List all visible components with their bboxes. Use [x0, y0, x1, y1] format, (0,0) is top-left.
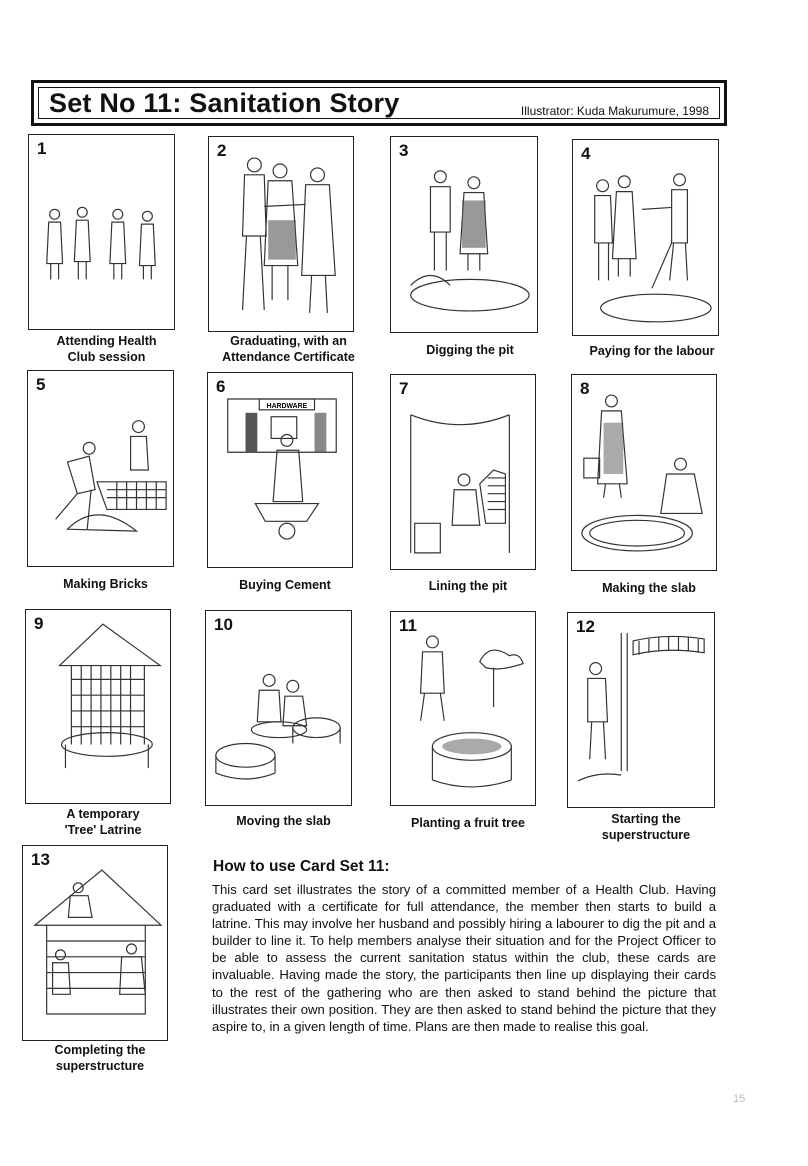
card-number: 2 [217, 141, 227, 160]
card-4 [572, 139, 719, 336]
card-number: 7 [399, 379, 409, 398]
card-caption-2: Graduating, with an Attendance Certificate [222, 334, 355, 364]
howto-title: How to use Card Set 11: [213, 858, 390, 875]
card-6-illustration [208, 373, 352, 567]
card-4-illustration [573, 140, 718, 335]
card-caption-10: Moving the slab [236, 814, 331, 828]
card-2-illustration [209, 137, 353, 331]
card-number: 6 [216, 377, 226, 396]
card-13 [22, 845, 168, 1041]
title-box-inner [38, 87, 720, 119]
card-12 [567, 612, 715, 808]
card-caption-4: Paying for the labour [589, 344, 715, 358]
card-10-illustration [206, 611, 351, 805]
card-caption-12: Starting the superstructure [601, 812, 691, 842]
hardware-sign: HARDWARE [266, 402, 308, 410]
card-3 [390, 136, 538, 333]
title-box [31, 80, 727, 126]
card-caption-6: Buying Cement [239, 578, 331, 592]
card-number: 9 [34, 614, 44, 633]
card-caption-5: Making Bricks [63, 577, 148, 591]
card-number: 3 [399, 141, 409, 160]
card-8-illustration [572, 375, 716, 570]
card-3-illustration [391, 137, 537, 332]
page-number: 15 [733, 1093, 746, 1105]
card-1 [28, 134, 175, 330]
page-title: Set No 11: Sanitation Story [49, 87, 400, 118]
card-7 [390, 374, 536, 570]
card-12-illustration [568, 613, 714, 807]
card-5 [27, 370, 174, 567]
illustrator-credit: Illustrator: Kuda Makurumure, 1998 [520, 104, 709, 118]
card-number: 10 [214, 615, 233, 634]
card-number: 8 [580, 379, 590, 398]
card-number: 4 [581, 144, 591, 163]
card-11 [390, 611, 536, 806]
card-1-illustration [29, 135, 174, 329]
card-6 [207, 372, 353, 568]
card-caption-9: A temporary 'Tree' Latrine [64, 807, 142, 837]
card-number: 1 [37, 139, 47, 158]
card-13-illustration [23, 846, 167, 1040]
card-caption-11: Planting a fruit tree [411, 816, 525, 830]
card-caption-3: Digging the pit [426, 343, 514, 357]
card-number: 11 [399, 616, 417, 635]
card-caption-1: Attending Health Club session [56, 334, 157, 364]
card-9 [25, 609, 171, 804]
card-8 [571, 374, 717, 571]
card-caption-7: Lining the pit [428, 579, 508, 593]
card-11-illustration [391, 612, 535, 805]
card-number: 13 [31, 850, 50, 869]
card-5-illustration [28, 371, 173, 566]
card-7-illustration [391, 375, 535, 569]
card-caption-8: Making the slab [602, 581, 696, 595]
card-9-illustration [26, 610, 170, 803]
card-10 [205, 610, 352, 806]
card-caption-13: Completing the superstructure [54, 1043, 146, 1073]
card-number: 5 [36, 375, 46, 394]
card-number: 12 [576, 617, 595, 636]
card-2 [208, 136, 354, 332]
howto-body: This card set illustrates the story of a committed member of a Health Club. Having graduated with a certificate for full attendance, the member then starts to build a latrine. This may involve her husband and possibly hiring a labourer to dig the pit and a builder to line it. To help members analyse their situation and for the Project Officer to be able to assess the current sanitation status within the club, these cards are invaluable. Having made the story, the participants then line up displaying their cards to the rest of the gathering who are then asked to stand behind the picture that illustrates their own position. They are then asked to stand behind the picture that they aspire to, in a given length of time. Plans are then made to realise this goal. [212, 882, 716, 1034]
